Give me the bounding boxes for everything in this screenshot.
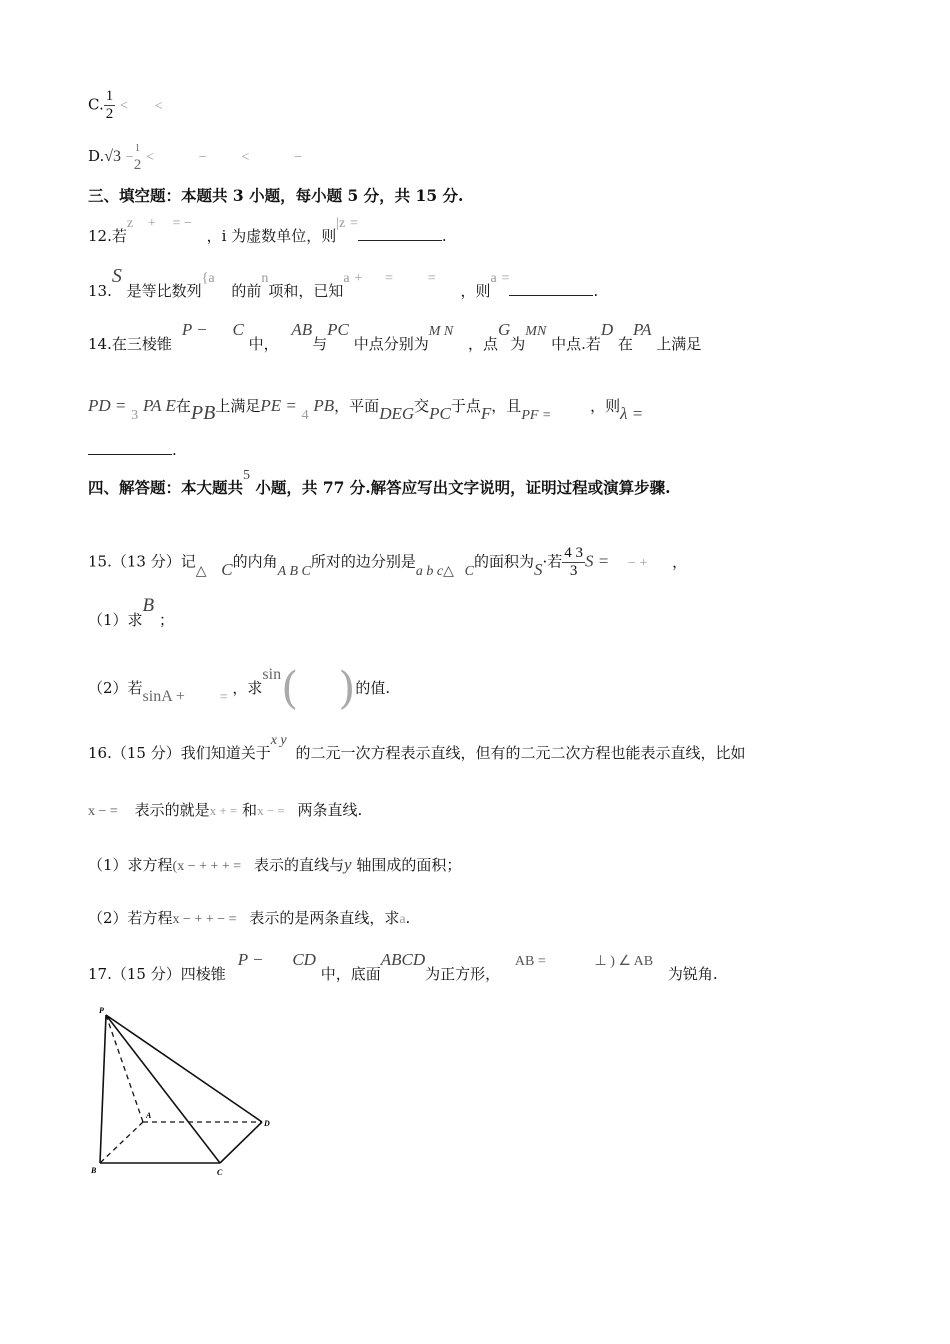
math: AB <box>291 320 313 339</box>
math: = <box>427 271 436 286</box>
text: ， <box>672 552 688 571</box>
text: . <box>593 282 599 300</box>
text: 为 <box>510 335 526 353</box>
math: y <box>343 855 352 874</box>
math: = <box>501 271 510 286</box>
math: S <box>111 265 122 287</box>
text: ，平面 <box>334 397 380 415</box>
math: ABCD <box>380 950 426 969</box>
vertex-label-c: C <box>217 1168 223 1177</box>
math: PC <box>327 320 349 339</box>
math: PA <box>632 320 652 339</box>
math: P − <box>181 320 208 339</box>
edge-pb <box>100 1015 106 1163</box>
math: x + = <box>209 803 238 818</box>
text: 表示的是两条直线，求 <box>249 909 400 927</box>
math: < <box>154 98 163 114</box>
math: C <box>464 563 474 579</box>
math: z <box>126 216 134 231</box>
question-number: 13. <box>88 282 112 300</box>
math: PA E <box>142 396 176 415</box>
math: PC <box>429 404 451 423</box>
math: {a <box>201 271 215 286</box>
text: 为锐角. <box>667 965 718 983</box>
edge-pd <box>106 1015 262 1122</box>
math: sin <box>262 666 282 683</box>
math: = − <box>172 216 192 231</box>
math: x − + + − = <box>172 912 237 927</box>
numerator: 1 <box>105 88 114 104</box>
math: DEG <box>379 404 415 423</box>
math: 5 <box>243 468 251 483</box>
math: x y <box>270 733 287 748</box>
vertex-label-a: A <box>146 1111 152 1120</box>
right-paren: ) <box>338 663 356 714</box>
text: 在 <box>617 335 633 353</box>
text: 中， <box>248 335 279 353</box>
text: ，则 <box>590 397 621 415</box>
math: C <box>221 559 233 579</box>
math: + <box>354 271 363 286</box>
text: 的内角 <box>232 552 278 571</box>
math: △ <box>443 563 454 579</box>
text: ，则 <box>460 282 491 300</box>
math: PF = <box>521 408 552 423</box>
edge-ab <box>100 1122 143 1163</box>
option-label: C. <box>88 95 104 114</box>
text: 在 <box>175 397 191 415</box>
question-number: 14.在三棱锥 <box>88 335 172 353</box>
math: S <box>534 559 543 579</box>
math: M N <box>428 324 454 339</box>
denominator: 2 <box>105 106 114 122</box>
math: λ = <box>620 404 644 423</box>
text: 于点 <box>450 397 481 415</box>
math: AB = <box>514 954 546 969</box>
text: 上满足 <box>215 397 261 415</box>
math: PD = <box>88 396 127 415</box>
text: ，求 <box>232 679 263 697</box>
numerator: 4 3 <box>564 545 584 561</box>
text: 与 <box>312 335 328 353</box>
denominator: 2 <box>133 157 142 173</box>
text: . <box>441 227 447 245</box>
question-number: 16.（15 分）我们知道关于 <box>88 744 271 762</box>
text: 上满足 <box>656 335 702 353</box>
text: 中点.若 <box>551 335 601 353</box>
section-heading: 三、填空题：本题共 3 小题，每小题 5 分，共 15 分. <box>88 186 464 205</box>
text: 的二元一次方程表示直线，但有的二元二次方程也能表示直线，比如 <box>295 744 746 762</box>
text: ，点 <box>467 335 498 353</box>
part-label: （2）若方程 <box>88 909 173 927</box>
math: B <box>142 595 155 616</box>
question-number: 17.（15 分）四棱锥 <box>88 965 226 983</box>
heading-text: 四、解答题：本大题共 <box>88 478 244 497</box>
math: PE = <box>260 396 297 415</box>
math: D <box>600 320 614 339</box>
math: G <box>498 320 511 339</box>
vertex-label-d: D <box>264 1119 270 1128</box>
text: 表示的直线与 <box>253 856 344 874</box>
math: PB <box>190 402 216 424</box>
math: a <box>490 271 497 286</box>
text: 轴围成的面积； <box>356 856 462 874</box>
math: A B C <box>277 563 311 579</box>
math: PB <box>313 396 335 415</box>
text: 交 <box>414 397 430 415</box>
vertex-label-b: B <box>91 1166 97 1175</box>
math: √3 <box>104 148 122 165</box>
text: 的面积为 <box>473 552 534 571</box>
part-label: （1）求方程 <box>88 856 173 874</box>
math: − <box>198 150 207 165</box>
math: = <box>219 690 228 705</box>
math: CD <box>292 950 316 969</box>
math: |z <box>336 216 346 231</box>
text: 所对的边分别是 <box>310 552 416 571</box>
denominator: 3 <box>569 563 578 579</box>
text: 项和，已知 <box>268 282 344 300</box>
text: 中点分别为 <box>353 335 429 353</box>
question-number: 12.若 <box>88 227 127 245</box>
math: (x − + + + = <box>172 859 242 874</box>
edge-pa <box>106 1015 143 1122</box>
heading-text: 小题，共 77 分.解答应写出文字说明，证明过程或演算步骤. <box>255 478 671 497</box>
part-label: （1）求 <box>88 611 143 629</box>
math: − + <box>628 555 648 571</box>
math: sinA + <box>142 688 185 705</box>
math: x − = <box>88 804 118 819</box>
text: . <box>172 441 177 459</box>
math: ⊥ ) ∠ AB <box>594 954 654 969</box>
question-number: 15.（13 分）记 <box>88 552 196 571</box>
text: 的值. <box>355 679 391 697</box>
text: 表示的就是 <box>134 801 210 819</box>
text: 为正方形， <box>425 965 501 983</box>
text: . <box>405 909 411 927</box>
text: ·若 <box>542 552 563 571</box>
left-paren: ( <box>281 663 299 714</box>
text: ，i 为虚数单位，则 <box>206 227 337 245</box>
math: n <box>261 271 269 286</box>
text: 中，底面 <box>320 965 381 983</box>
math: a <box>343 271 350 286</box>
math: − <box>294 150 302 165</box>
math: P − <box>237 950 264 969</box>
math: C <box>232 320 244 339</box>
vertex-label-p: P <box>99 1006 104 1015</box>
text: 是等比数列 <box>126 282 202 300</box>
math: 3 <box>131 408 139 423</box>
math: = <box>350 216 358 231</box>
text: 两条直线. <box>297 801 363 819</box>
math: − <box>125 150 134 165</box>
math: S = <box>585 551 610 571</box>
math: = <box>385 271 393 286</box>
math: x − = <box>257 803 285 818</box>
math: a b c <box>415 563 444 579</box>
math: MN <box>525 324 547 339</box>
math: △ <box>195 563 207 579</box>
part-label: （2）若 <box>88 679 143 697</box>
text: ，且 <box>491 397 522 415</box>
math: F <box>480 404 492 423</box>
text: 和 <box>242 801 258 819</box>
math: a <box>399 912 406 927</box>
math: < <box>120 98 128 114</box>
edge-cd <box>220 1122 262 1163</box>
text: 的前 <box>231 282 262 300</box>
option-label: D. <box>88 147 105 165</box>
text: ； <box>158 611 174 629</box>
numerator: 1 <box>134 143 140 154</box>
math: + <box>147 216 156 231</box>
math: < <box>241 150 250 165</box>
math: < <box>146 150 154 165</box>
math: 4 <box>301 408 309 423</box>
